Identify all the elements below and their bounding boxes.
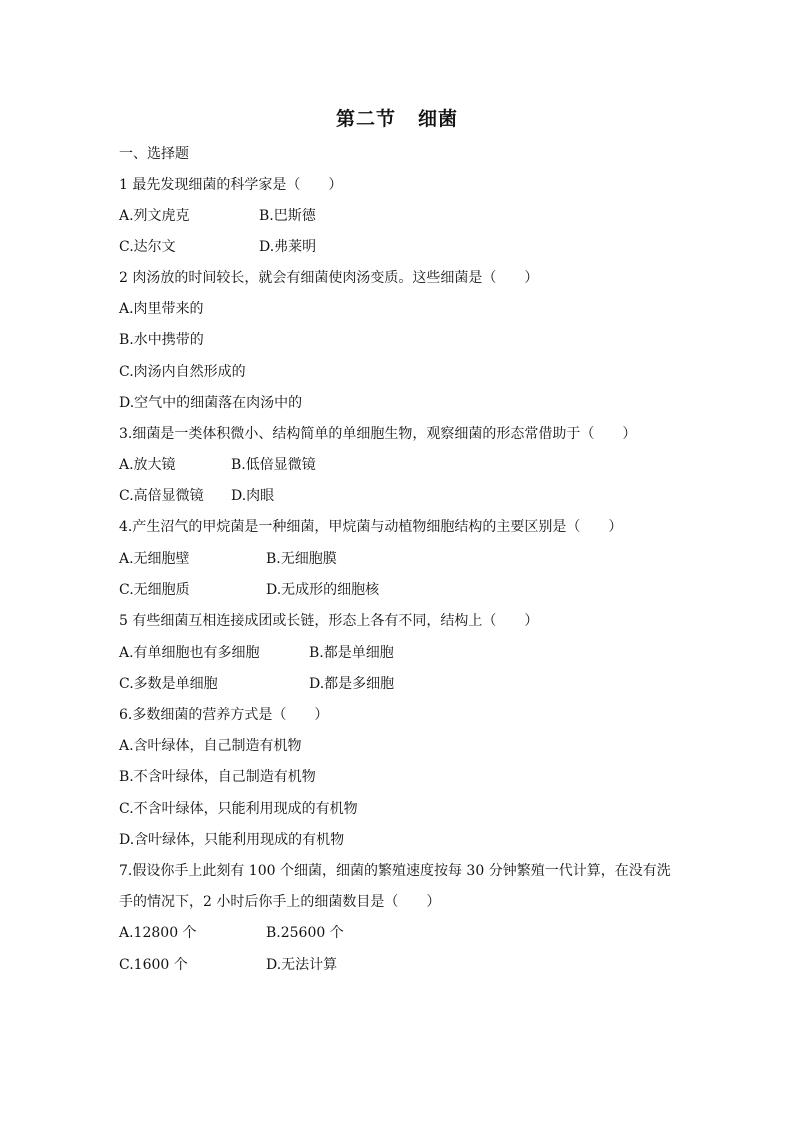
question-5-option-a: A.有单细胞也有多细胞 <box>119 645 260 661</box>
title-section: 第二节 <box>335 108 396 130</box>
question-4-option-c: C.无细胞质 <box>119 582 190 598</box>
question-7-option-a: A.12800 个 <box>119 925 197 941</box>
question-6-stem: 6.多数细菌的营养方式是（ ） <box>119 707 329 723</box>
question-6-option-a: A.含叶绿体，自己制造有机物 <box>119 738 302 754</box>
section-heading: 一、选择题 <box>119 146 189 162</box>
question-6-option-b: B.不含叶绿体，自己制造有机物 <box>119 769 316 785</box>
question-7-option-c: C.1600 个 <box>119 957 188 973</box>
question-7-option-b: B.25600 个 <box>266 925 344 941</box>
question-1-option-b: B.巴斯德 <box>259 208 316 224</box>
question-6-option-d: D.含叶绿体，只能利用现成的有机物 <box>119 832 345 848</box>
question-5-option-c: C.多数是单细胞 <box>119 676 218 692</box>
question-2-option-c: C.肉汤内自然形成的 <box>119 364 246 380</box>
question-5-stem: 5 有些细菌互相连接成团或长链，形态上各有不同，结构上（ ） <box>119 613 539 629</box>
question-3-option-b: B.低倍显微镜 <box>231 457 316 473</box>
question-2-stem: 2 肉汤放的时间较长，就会有细菌使肉汤变质。这些细菌是（ ） <box>119 270 539 286</box>
question-4-option-a: A.无细胞壁 <box>119 551 190 567</box>
question-1-option-c: C.达尔文 <box>119 239 176 255</box>
question-7-option-d: D.无法计算 <box>266 957 338 973</box>
question-1-option-a: A.列文虎克 <box>119 208 190 224</box>
question-7-stem: 7.假设你手上此刻有 100 个细菌，细菌的繁殖速度按每 30 分钟繁殖一代计算，在没有洗手的情况下，2 小时后你手上的细菌数目是（ ） <box>119 863 671 910</box>
question-5-option-d: D.都是多细胞 <box>309 676 395 692</box>
title-topic: 细菌 <box>418 108 459 130</box>
question-4-stem: 4.产生沼气的甲烷菌是一种细菌，甲烷菌与动植物细胞结构的主要区别是（ ） <box>119 519 623 535</box>
question-2-option-a: A.肉里带来的 <box>119 301 204 317</box>
question-3-stem: 3.细菌是一类体积微小、结构简单的单细胞生物，观察细菌的形态常借助于（ ） <box>119 426 637 442</box>
question-6-option-c: C.不含叶绿体，只能利用现成的有机物 <box>119 801 358 817</box>
question-2-option-b: B.水中携带的 <box>119 332 204 348</box>
question-3-option-d: D.肉眼 <box>231 488 275 504</box>
question-4-option-d: D.无成形的细胞核 <box>266 582 380 598</box>
question-1-option-d: D.弗莱明 <box>259 239 317 255</box>
question-5-option-b: B.都是单细胞 <box>309 645 394 661</box>
question-1-stem: 1 最先发现细菌的科学家是（ ） <box>119 177 343 193</box>
question-3-option-c: C.高倍显微镜 <box>119 488 204 504</box>
question-2-option-d: D.空气中的细菌落在肉汤中的 <box>119 395 303 411</box>
question-4-option-b: B.无细胞膜 <box>266 551 337 567</box>
question-3-option-a: A.放大镜 <box>119 457 176 473</box>
page-title <box>0 104 794 131</box>
